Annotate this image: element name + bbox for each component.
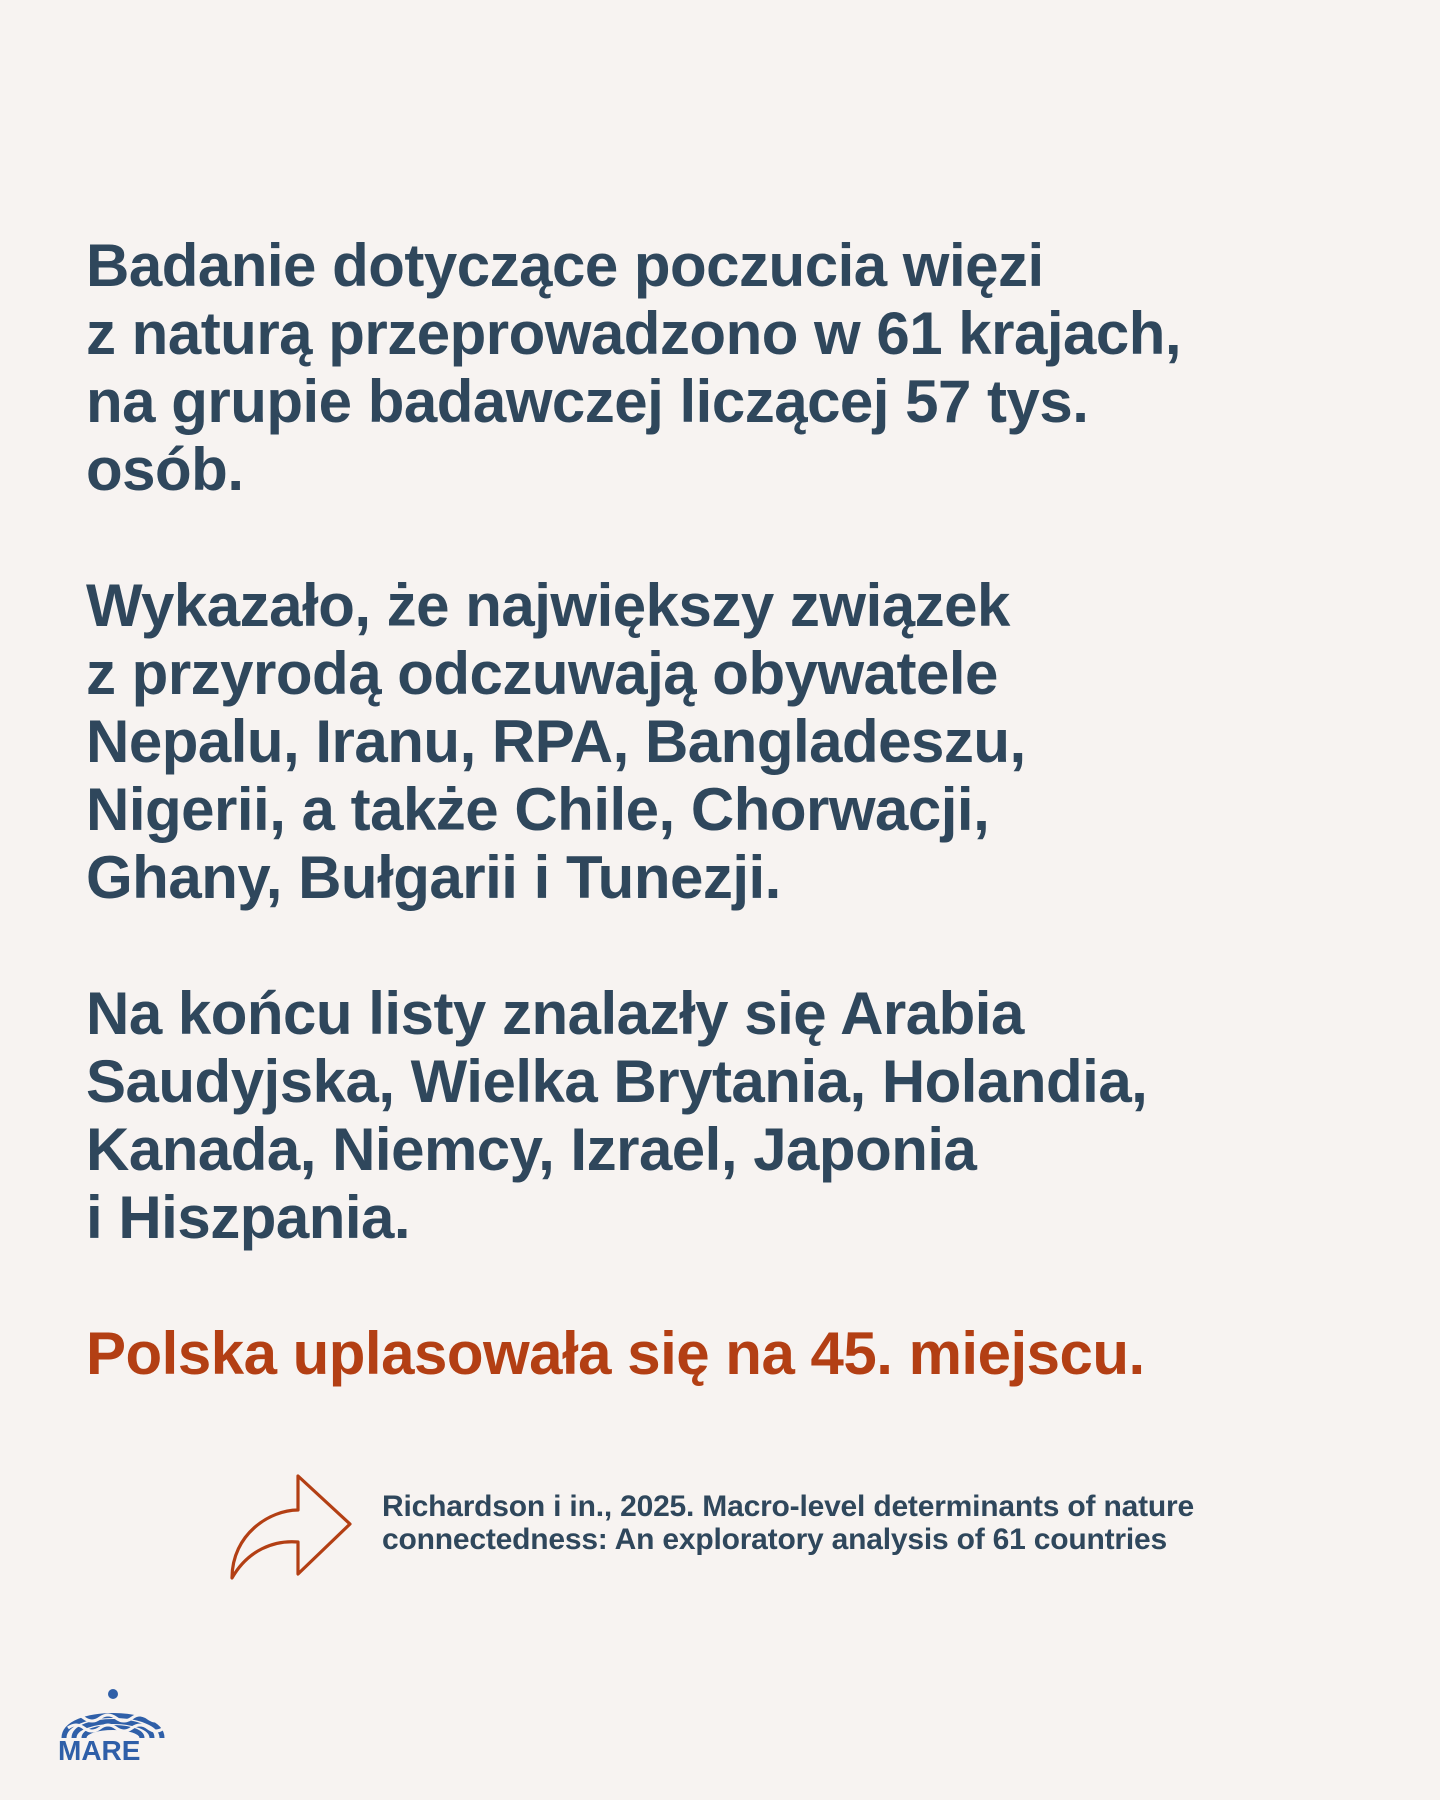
top-countries-paragraph: Wykazało, że największy związek z przyrodą odczuwają obywatele Nepalu, Iranu, RPA, Bangladeszu, Nigerii, a także Chile, Chorwacji, Ghany, Bułgarii i Tunezji. <box>86 572 1026 911</box>
mare-logo-mark <box>58 1688 168 1740</box>
curved-arrow-right-icon <box>226 1470 356 1582</box>
main-content <box>86 232 1376 1388</box>
bottom-countries-paragraph: Na końcu listy znalazły się Arabia Saudyjska, Wielka Brytania, Holandia, Kanada, Niemcy, Izrael, Japonia i Hiszpania. <box>86 980 1148 1251</box>
poland-ranking-highlight: Polska uplasowała się na 45. miejscu. <box>86 1320 1145 1387</box>
citation <box>226 1470 1194 1582</box>
intro-paragraph: Badanie dotyczące poczucia więzi z naturą przeprowadzono w 61 krajach, na grupie badawczej liczącej 57 tys. osób. <box>86 232 1182 503</box>
citation-text: Richardson i in., 2025. Macro-level determinants of nature connectedness: An exploratory analysis of 61 countries <box>382 1490 1194 1556</box>
mare-logo <box>58 1688 168 1766</box>
mare-logo-text: MARE <box>58 1735 141 1766</box>
